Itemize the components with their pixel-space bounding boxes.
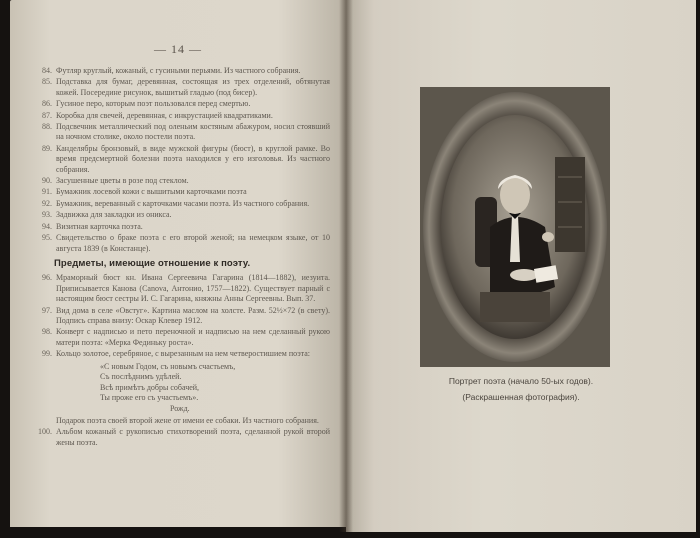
list-item	[30, 306, 330, 327]
item-number: 84.	[42, 66, 52, 75]
list-item	[30, 111, 330, 121]
item-text: Подарок поэта своей второй жене от имени ее собаки. Из частного собрания.	[56, 416, 319, 426]
list-item	[30, 66, 330, 76]
list-item	[30, 349, 330, 359]
poem-line: Всѣ примѣтъ добры собачей,	[100, 382, 200, 392]
item-text: Кольцо золотое, серебряное, с вырезанным на нем четверостишием поэта:	[56, 349, 311, 359]
list-item	[30, 416, 330, 426]
item-text: Задвижка для закладки из оникса.	[56, 210, 172, 220]
item-text: Визитная карточка поэта.	[56, 221, 143, 231]
item-text: Альбом кожаный с рукописью стихотворений поэта, сделанной рукой второй жены поэта.	[56, 427, 330, 447]
list-item	[30, 187, 330, 197]
list-item	[30, 222, 330, 232]
list-item	[30, 210, 330, 220]
list-item	[30, 233, 330, 254]
list-item	[30, 176, 330, 186]
list-item	[30, 327, 330, 348]
item-text: Мраморный бюст кн. Ивана Сергеевича Гагарина (1814—1882), иезуита. Приписывается Канова (Canova, Антонио, 1757—1822). Существует парный с настоящим бюст сестры И. С. Гагарина, княжны Анны Сергеевны. Вып. 37.	[56, 273, 330, 304]
item-number	[30, 416, 56, 426]
portrait-illustration	[420, 87, 610, 367]
item-text: Бумажник лосевой кожи с вышитыми карточками поэта	[56, 187, 247, 197]
poem-line: «С новым Годом, съ новымъ счастьемъ,	[100, 361, 236, 371]
list-item	[30, 199, 330, 209]
caption-line-2: (Раскрашенная фотография).	[462, 392, 580, 402]
item-text: Подсвечник металлический под оленьим костяным абажуром, носил стоявший на ночном столике, около постели поэта.	[56, 122, 330, 142]
list-item	[30, 99, 330, 109]
item-number: 93.	[42, 210, 52, 220]
list-item	[30, 77, 330, 98]
section-heading: Предметы, имеющие отношение к поэту.	[54, 257, 251, 269]
list-item	[30, 122, 330, 143]
item-number: 88.	[42, 122, 52, 132]
poem-line: Ты проже его съ участьемъ».	[100, 393, 199, 403]
caption-line-1: Портрет поэта (начало 50-ых годов).	[448, 376, 594, 386]
item-number: 97.	[42, 305, 52, 315]
item-text: Конверт с надписью и пето переночной и надписью на нем сделанный рукою матери поэта: «Мерка Фединьку роста».	[56, 327, 330, 347]
portrait-photo	[420, 87, 610, 367]
list-item	[30, 144, 330, 175]
item-number: 85.	[42, 77, 52, 87]
item-number: 92.	[42, 198, 52, 208]
item-number: 94.	[42, 221, 52, 231]
item-text: Футляр круглый, кожаный, с гусиными перьями. Из частного собрания.	[56, 66, 301, 75]
item-number: 89.	[42, 143, 52, 153]
entries-list	[30, 66, 330, 449]
item-number: 95.	[42, 233, 52, 243]
poem-block	[100, 362, 330, 415]
item-text: Вид дома в селе «Овстуг». Картина маслом на холсте. Разм. 52½×72 (в свету). Подпись справа внизу: Оскар Клевер 1912.	[56, 305, 330, 325]
poem-line: Съ послѣднимъ удѣлей.	[100, 372, 182, 382]
page-number: — 14 —	[154, 42, 202, 56]
item-number: 90.	[42, 176, 52, 186]
poem-signature: Рожд.	[170, 403, 190, 413]
item-number: 99.	[42, 349, 52, 359]
item-text: Коробка для свечей, деревянная, с инкрустацией квадратиками.	[56, 110, 273, 120]
item-number: 98.	[42, 327, 52, 337]
item-number: 91.	[42, 187, 52, 197]
item-text: Бумажник, вереванный с карточками часами поэта. Из частного собрания.	[56, 198, 310, 208]
list-item	[30, 273, 330, 304]
list-item	[30, 427, 330, 448]
item-number: 86.	[42, 99, 52, 109]
item-number: 96.	[42, 273, 52, 283]
book-gutter	[339, 0, 353, 532]
item-text: Гусиное перо, которым поэт пользовался перед смертью.	[56, 99, 251, 109]
item-text: Засушенные цветы в розе под стеклом.	[56, 176, 189, 186]
item-number: 100.	[38, 427, 52, 437]
item-number: 87.	[42, 110, 52, 120]
item-text: Канделябры бронзовый, в виде мужской фигуры (бюст), в круглой рамке. Во время предсмертной болезни поэта находился у его изголовья. Из частного собрания.	[56, 143, 330, 174]
item-text: Подставка для бумаг, деревянная, состоящая из трех отделений, обтянутая кожей. Посередине рисунок, вышитый гладью (под бисер).	[56, 77, 330, 97]
item-text: Свидетельство о браке поэта с его второй женой; на немецком языке, от 10 августа 1839 (в Констанце).	[56, 233, 330, 253]
left-page	[10, 0, 346, 527]
